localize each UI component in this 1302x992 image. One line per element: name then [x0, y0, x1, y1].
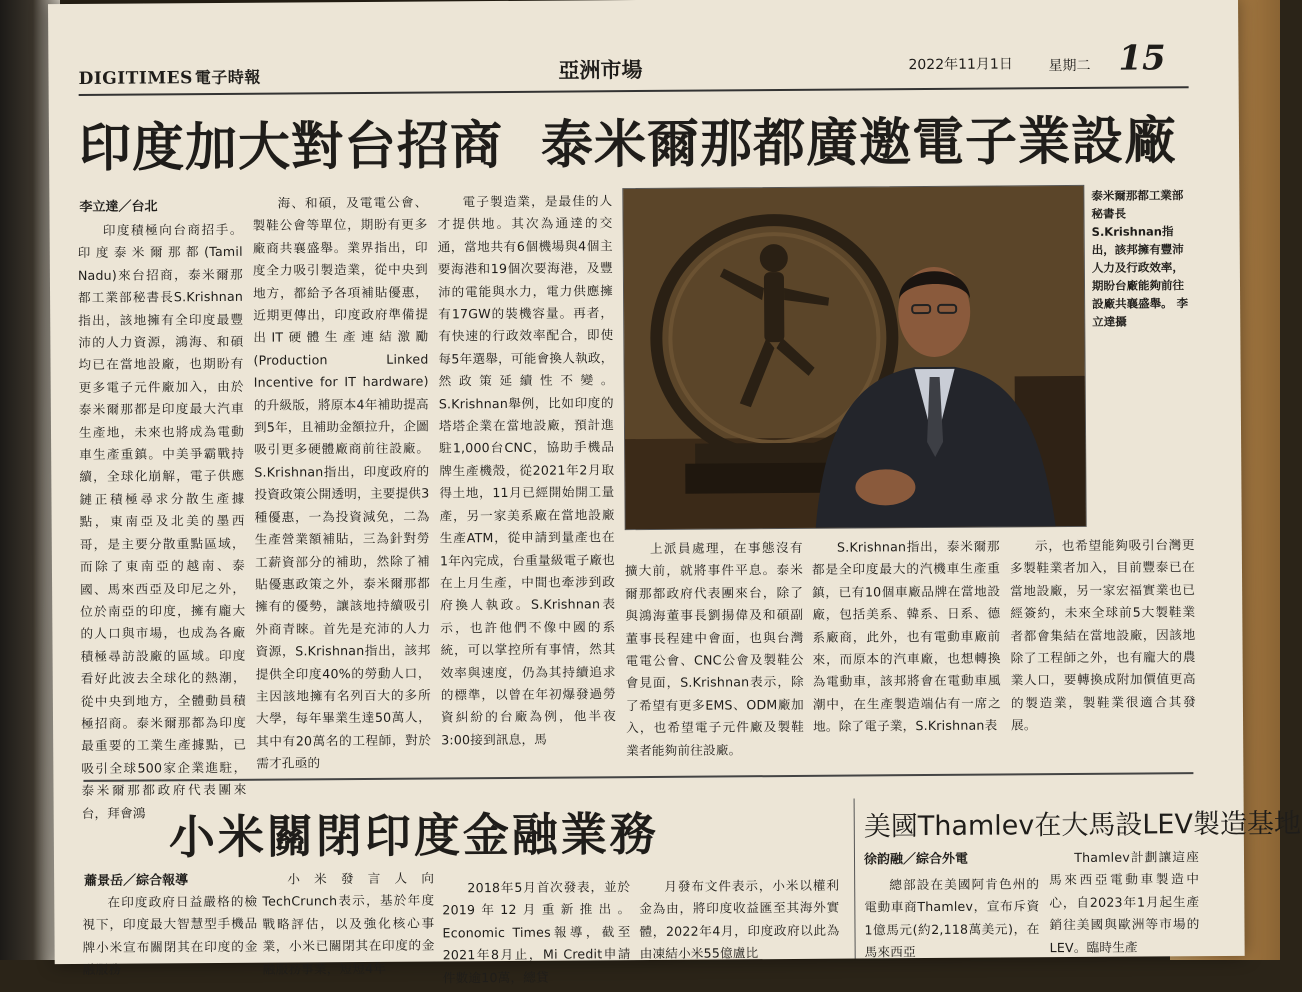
article-text: 總部設在美國阿肯色州的電動車商Thamlev，宣布斥資1億馬元(約2,118萬美元)，在馬來西亞 — [864, 876, 1040, 960]
article-text: 電子製造業，是最佳的人才提供地。其次為通達的交通，當地共有6個機場與4個主要海港和19個次要海港，及豐沛的電能與水力，電力供應擁有17GW的裝機容量。再者，有快速的行政效率配合，即使每5年選舉，可能會換人執政，然政策延續性不變。S.Krishnan舉例，比如印度的塔塔企業在當地設廠，預計進駐1,000台CNC，協助手機品牌生產機殼，從2021年2月取得土地，11月已經開始開工量產，另一家美系廠在當地設廠生產ATM，從申請到量產也在1年內完成，台重量級電子廠也在上月生產，中間也牽涉到政府換人執政。S.Krishnan表示，也許他們不像中國的系統，可以掌控所有事情，然其效率與速度，仍為其持續追求的標準，以曾在年初爆發過勞資糾紛的台廠為例，他半夜3:00接到訊息，馬 — [437, 193, 617, 748]
issue-date: 2022年11月1日 — [908, 56, 1013, 74]
page-number: 15 — [1118, 38, 1166, 79]
story-3-column-2 — [1049, 846, 1200, 957]
article-column-6 — [1010, 534, 1197, 769]
photo-credit: 李立達攝 — [1092, 296, 1189, 329]
story-2-headline: 小米關閉印度金融業務 — [168, 806, 660, 865]
digitimes-logo — [78, 65, 260, 89]
section-title: 亞洲市場 — [558, 57, 643, 83]
article-text: 印度積極向台商招手。印度泰米爾那都(Tamil Nadu)來台招商，泰米爾那都工業部秘書長S.Krishnan指出，該地擁有全印度最豐沛的人力資源，鴻海、和碩均已在當地設廠，也期盼有更多電子元件廠加入，由於泰米爾那都是印度最大汽車生產地，未來也將成為電動車生產重鎮。中美爭霸戰持續，全球化崩解，電子供應鏈正積極尋求分散生產據點，東南亞及北美的墨西哥，是主要分散重點區域，而除了東南亞的越南、泰國、馬來西亞及印尼之外，位於南亞的印度，擁有龐大的人口與市場，也成為各廠積極尋訪設廠的區域。印度看好此波去全球化的熱潮，從中央到地方，全體動員積極招商。泰米爾那都為印度最重要的工業生產據點，已吸引全球500家企業進駐，泰米爾那都政府代表團來台，拜會鴻 — [77, 221, 247, 821]
newspaper-page — [48, 0, 1302, 986]
main-byline: 李立達／台北 — [79, 199, 158, 215]
main-headline-part-1: 印度加大對台招商 — [78, 115, 504, 179]
article-text: 2018年5月首次發表，並於2019年12月重新推出。Economic Times報導，截至2021年8月止，Mi Credit申請件數逾10萬，總貸 — [442, 879, 631, 986]
main-headline-part-2: 泰米爾那都廣邀電子業設廠 — [540, 111, 1178, 176]
article-text: 小米發言人向TechCrunch表示，基於年度戰略評估，以及強化核心事業，小米已關閉其在印度的金融服務事業，短短4年 — [262, 870, 435, 977]
article-photo — [622, 185, 1086, 530]
logo-cn: 電子時報 — [194, 67, 261, 88]
article-text: 海、和碩，及電電公會、製鞋公會等單位，期盼有更多廠商共襄盛舉。業界指出，印度全力吸引製造業，從中央到地方，都給予各項補貼優惠，近期更傳出，印度政府準備提出IT硬體生產連結激勵(Production Linked Incentive for IT hardware)的升級版，將原本4年補助提高到5年，且補助金額拉升，企圖吸引更多硬體廠商前往設廠。S.Krishnan指出，印度政府的投資政策公開透明，主要提供3種優惠，一為投資減免，二為生產營業額補貼，三為針對勞工薪資部分的補助，然除了補貼優惠政策之外，泰米爾那都擁有的優勢，讓該地持續吸引外商青睞。首先是充沛的人力資源，S.Krishnan指出，該邦提供全印度40%的勞動人口，主因該地擁有名列百大的多所大學，每年畢業生達50萬人，其中有20萬名的工程師，對於需才孔亟的 — [252, 194, 432, 771]
article-column-2 — [252, 192, 431, 775]
story-3-headline: 美國Thamlev在大馬設LEV製造基地 — [863, 808, 1302, 843]
masthead — [78, 38, 1188, 96]
photo-caption — [1091, 186, 1192, 331]
photo-illustration — [623, 186, 1085, 529]
story-2-column-1 — [82, 891, 258, 978]
story-2-column-3 — [442, 876, 631, 986]
article-column-1 — [77, 219, 247, 821]
article-column-3 — [437, 190, 617, 748]
story-2-column-4 — [639, 875, 840, 966]
story-2-byline: 蕭景岳／綜合報導 — [84, 873, 189, 889]
article-text: S.Krishnan指出，泰米爾那都是全印度最大的汽機車生產重鎮，已有10個車廠品牌在當地設廠，包括美系、韓系、日系、德系廠商，此外，也有電動車廠前來，而原本的汽車廠，也想轉換為電動車，該邦將會在電動車風潮中，在生產製造端佔有一席之地。除了電子業，S.Krishnan表 — [811, 538, 1001, 735]
article-text: Thamlev計劃讓這座馬來西亞電動車製造中心，自2023年1月起生產銷往美國與歐洲等市場的LEV。臨時生產 — [1049, 849, 1200, 955]
article-column-5 — [812, 536, 1002, 771]
issue-weekday: 星期二 — [1048, 57, 1091, 75]
photo-caption-text: 泰米爾那都工業部秘書長S.Krishnan指出，該邦擁有豐沛人力及行政效率，期盼台廠能夠前往設廠共襄盛舉。 — [1091, 188, 1185, 311]
story-3-column-1 — [864, 873, 1040, 964]
logo-en: DIGITIMES — [78, 68, 193, 89]
article-text: 在印度政府日益嚴格的檢視下，印度最大智慧型手機品牌小米宣布關閉其在印度的金融服務 — [82, 893, 258, 978]
story-3-byline: 徐韵融／綜合外電 — [863, 851, 969, 868]
article-text: 月發布文件表示，小米以權利金為由，將印度收益匯至其海外實體，2022年4月，印度政府以此為由凍結小米55億盧比 — [639, 877, 840, 962]
column-rule — [854, 799, 856, 959]
article-column-4 — [625, 537, 805, 772]
article-text: 上派員處理，在事態沒有擴大前，就將事件平息。泰米爾那都政府代表團來台，除了與鴻海董事長劉揚偉及和碩副董事長程建中會面，也與台灣電電公會、CNC公會及製鞋公會見面，S.Krishnan表示，除了希望有更多EMS、ODM廠加入，也希望電子元件廠及製鞋業者能夠前往設廠。 — [624, 539, 805, 758]
section-divider — [83, 772, 1193, 782]
story-2-column-2 — [262, 867, 435, 977]
article-text: 示，也希望能夠吸引台灣更多製鞋業者加入，目前豐泰已在當地設廠，另一家宏福實業也已經簽約，未來全球前5大製鞋業者都會集結在當地設廠，因該地除了工程師之外，也有龐大的農業人口，要轉換成附加價值更高的製造業，製鞋業很適合其發展。 — [1009, 537, 1196, 733]
